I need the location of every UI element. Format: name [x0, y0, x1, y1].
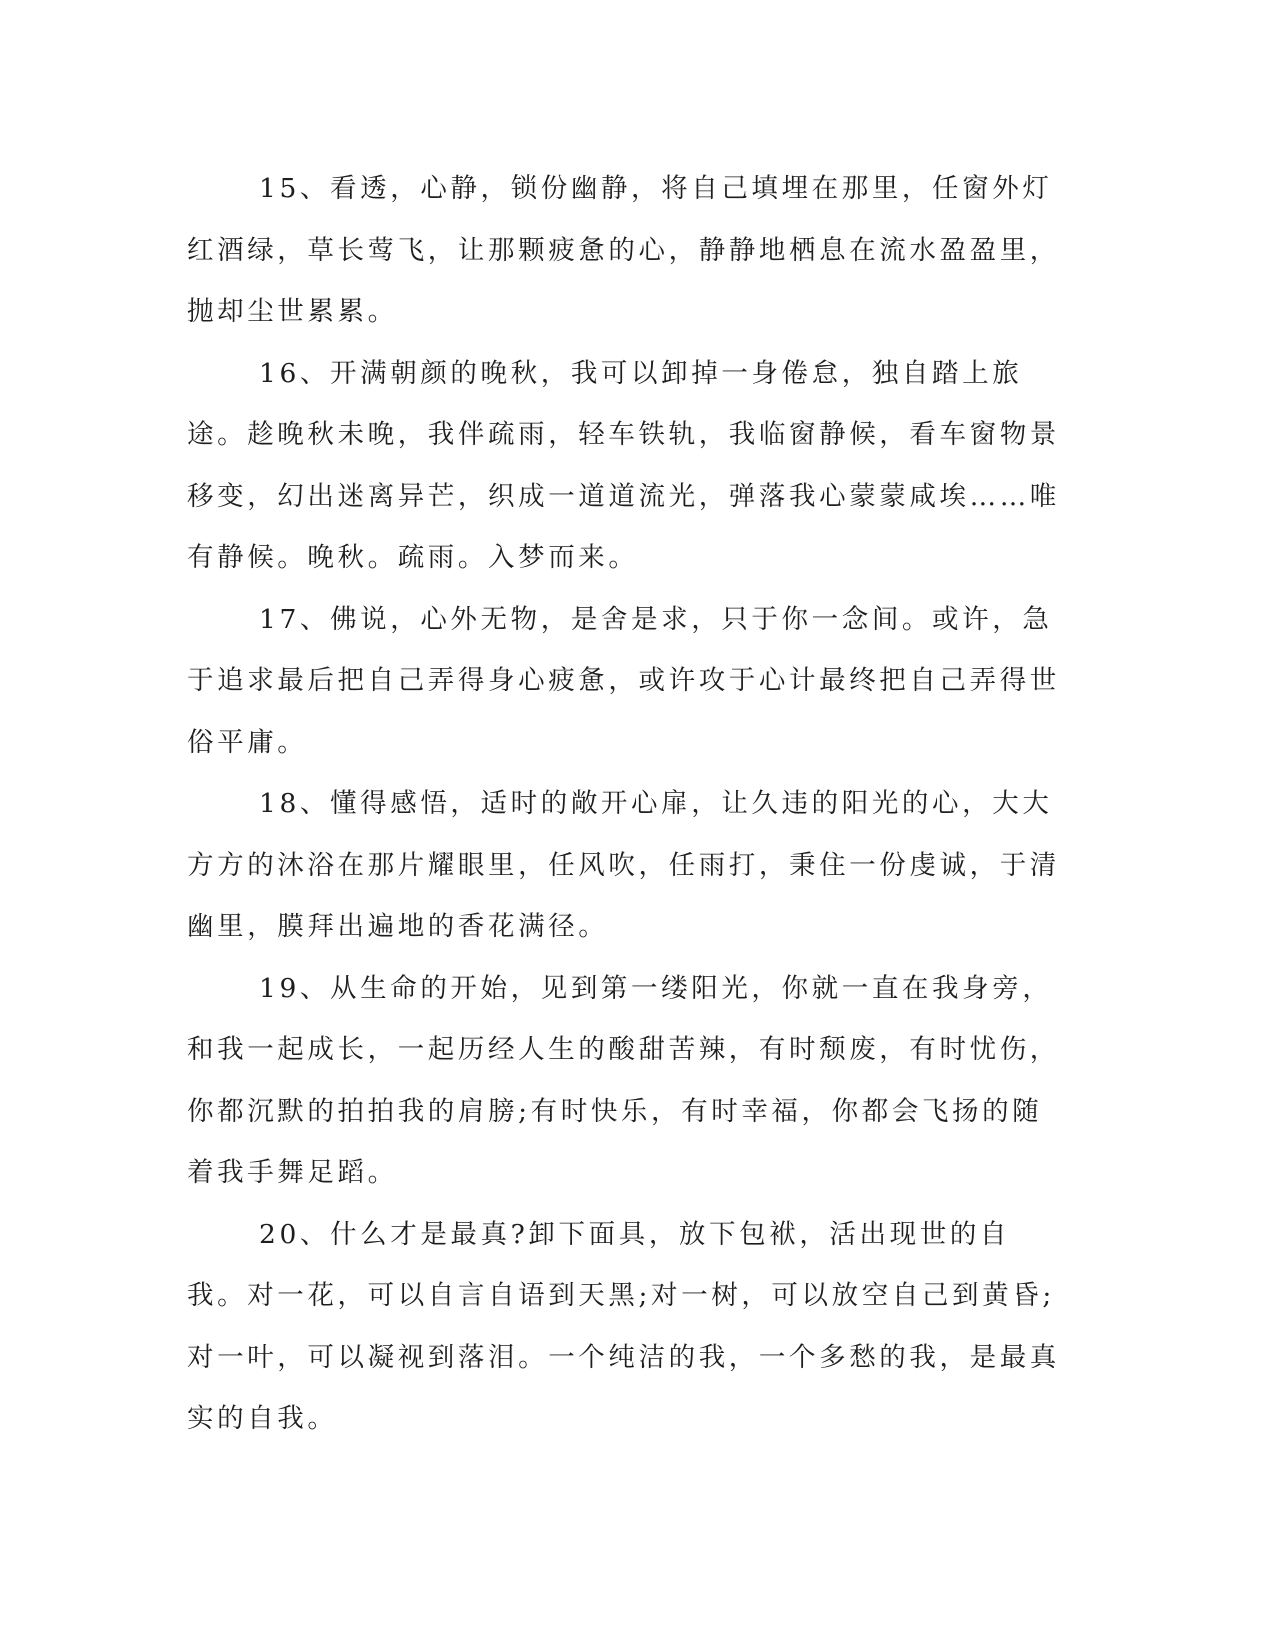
paragraph-16: 16、开满朝颜的晚秋，我可以卸掉一身倦怠，独自踏上旅途。趁晚秋未晚，我伴疏雨，轻车铁轨，我临窗静候，看车窗物景移变，幻出迷离异芒，织成一道道流光，弹落我心蒙蒙咸埃……唯有静候。晚秋。疏雨。入梦而来。: [187, 357, 1060, 573]
paragraph-18: 18、懂得感悟，适时的敞开心扉，让久违的阳光的心，大大方方的沐浴在那片耀眼里，任风吹，任雨打，秉住一份虔诚，于清幽里，膜拜出遍地的香花满径。: [187, 788, 1060, 942]
document-body: [187, 158, 1067, 1450]
paragraph-15: 15、看透，心静，锁份幽静，将自己填埋在那里，任窗外灯红酒绿，草长莺飞，让那颗疲惫的心，静静地栖息在流水盈盈里，抛却尘世累累。: [187, 173, 1060, 327]
paragraph-20: 20、什么才是最真?卸下面具，放下包袱，活出现世的自我。对一花，可以自言自语到天黑;对一树，可以放空自己到黄昏;对一叶，可以凝视到落泪。一个纯洁的我，一个多愁的我，是最真实的自我。: [187, 1218, 1060, 1434]
paragraph-19: 19、从生命的开始，见到第一缕阳光，你就一直在我身旁，和我一起成长，一起历经人生的酸甜苦辣，有时颓废，有时忧伤，你都沉默的拍拍我的肩膀;有时快乐，有时幸福，你都会飞扬的随着我手舞足蹈。: [187, 972, 1060, 1188]
paragraph-17: 17、佛说，心外无物，是舍是求，只于你一念间。或许，急于追求最后把自己弄得身心疲惫，或许攻于心计最终把自己弄得世俗平庸。: [187, 603, 1060, 758]
